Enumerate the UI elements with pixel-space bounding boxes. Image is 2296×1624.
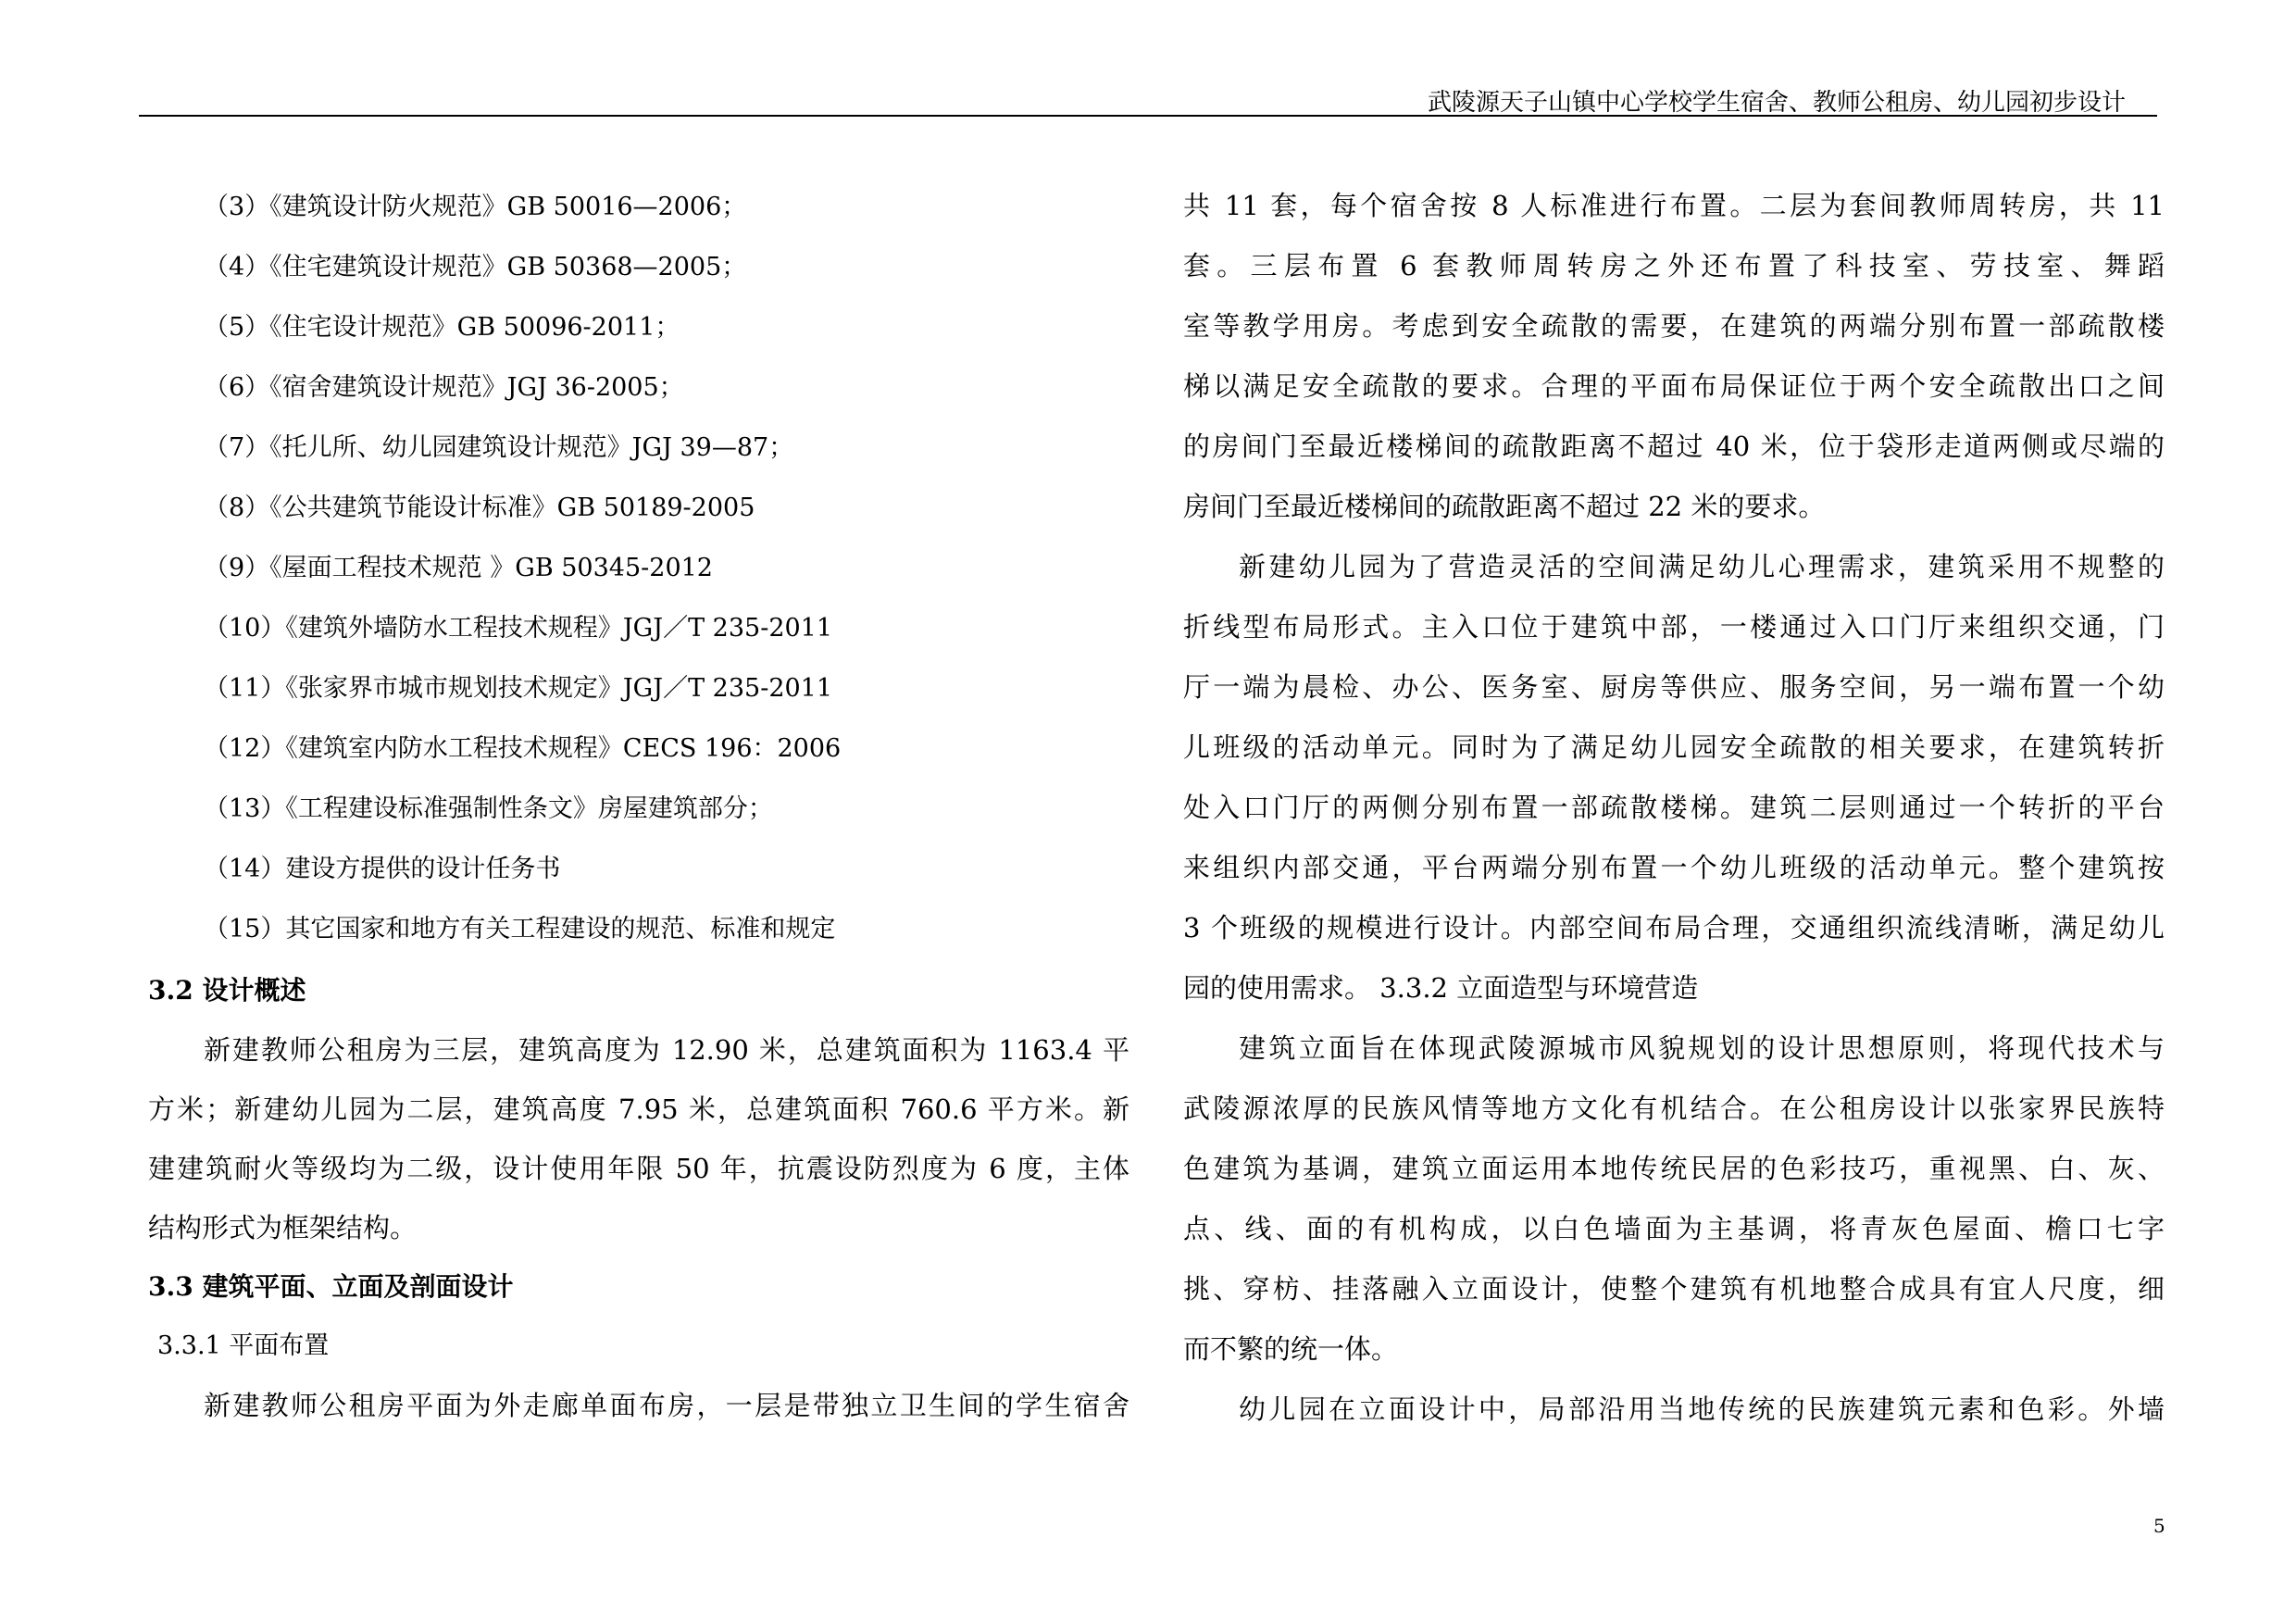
paragraph-line: 而不繁的统一体。 xyxy=(1183,1333,1399,1365)
section-heading-3-2: 3.2 设计概述 xyxy=(148,975,306,1006)
paragraph-line: 方米；新建幼儿园为二层，建筑高度 7.95 米，总建筑面积 760.6 平方米。新 xyxy=(148,1093,1129,1125)
reference-item: （10）《建筑外墙防水工程技术规程》JGJ／T 235-2011 xyxy=(204,614,833,643)
paragraph-line: 折线型布局形式。主入口位于建筑中部，一楼通过入口门厅来组织交通，门 xyxy=(1183,611,2165,643)
paragraph-line: 园的使用需求。 3.3.2 立面造型与环境营造 xyxy=(1183,972,1699,1004)
reference-item: （8）《公共建筑节能设计标准》GB 50189-2005 xyxy=(204,493,755,522)
paragraph-line: 色建筑为基调，建筑立面运用本地传统民居的色彩技巧，重视黑、白、灰、 xyxy=(1183,1153,2165,1184)
reference-item: （15）其它国家和地方有关工程建设的规范、标准和规定 xyxy=(204,915,836,943)
paragraph-line: 新建教师公租房为三层，建筑高度为 12.90 米，总建筑面积为 1163.4 平 xyxy=(204,1034,1129,1066)
section-heading-3-3: 3.3 建筑平面、立面及剖面设计 xyxy=(148,1271,514,1302)
paragraph-line: 幼儿园在立面设计中，局部沿用当地传统的民族建筑元素和色彩。外墙 xyxy=(1239,1393,2165,1425)
page-number: 5 xyxy=(2153,1515,2165,1537)
paragraph-line: 挑、穿枋、挂落融入立面设计，使整个建筑有机地整合成具有宜人尺度，细 xyxy=(1183,1273,2165,1305)
reference-item: （9）《屋面工程技术规范 》GB 50345-2012 xyxy=(204,554,713,582)
paragraph-line: 的房间门至最近楼梯间的疏散距离不超过 40 米，位于袋形走道两侧或尽端的 xyxy=(1183,431,2165,462)
reference-item: （5）《住宅设计规范》GB 50096-2011； xyxy=(204,313,680,342)
paragraph-line: 新建教师公租房平面为外走廊单面布房，一层是带独立卫生间的学生宿舍 xyxy=(204,1390,1129,1421)
reference-item: （3）《建筑设计防火规范》GB 50016—2006； xyxy=(204,193,747,221)
paragraph-line: 室等教学用房。考虑到安全疏散的需要，在建筑的两端分别布置一部疏散楼 xyxy=(1183,310,2165,342)
reference-item: （7）《托儿所、幼儿园建筑设计规范》JGJ 39—87； xyxy=(204,433,794,462)
reference-item: （14）建设方提供的设计任务书 xyxy=(204,855,561,883)
paragraph-line: 梯以满足安全疏散的要求。合理的平面布局保证位于两个安全疏散出口之间 xyxy=(1183,370,2165,402)
header-divider xyxy=(139,115,2157,117)
reference-item: （13）《工程建设标准强制性条文》房屋建筑部分； xyxy=(204,794,773,823)
paragraph-line: 房间门至最近楼梯间的疏散距离不超过 22 米的要求。 xyxy=(1183,491,1826,522)
paragraph-line: 来组织内部交通，平台两端分别布置一个幼儿班级的活动单元。整个建筑按 xyxy=(1183,852,2165,883)
paragraph-line: 建建筑耐火等级均为二级，设计使用年限 50 年，抗震设防烈度为 6 度，主体 xyxy=(148,1153,1129,1184)
paragraph-line: 处入口门厅的两侧分别布置一部疏散楼梯。建筑二层则通过一个转折的平台 xyxy=(1183,792,2165,823)
reference-item: （11）《张家界市城市规划技术规定》JGJ／T 235-2011 xyxy=(204,674,833,703)
paragraph-line: 点、线、面的有机构成，以白色墙面为主基调，将青灰色屋面、檐口七字 xyxy=(1183,1213,2165,1244)
paragraph-line: 套。三层布置 6 套教师周转房之外还布置了科技室、劳技室、舞蹈 xyxy=(1183,250,2165,281)
paragraph-line: 武陵源浓厚的民族风情等地方文化有机结合。在公租房设计以张家界民族特 xyxy=(1183,1093,2165,1124)
paragraph-line: 结构形式为框架结构。 xyxy=(148,1212,418,1243)
paragraph-line: 新建幼儿园为了营造灵活的空间满足幼儿心理需求，建筑采用不规整的 xyxy=(1239,551,2165,582)
subsection-heading-3-3-1: 3.3.1 平面布置 xyxy=(157,1331,330,1360)
paragraph-line: 3 个班级的规模进行设计。内部空间布局合理，交通组织流线清晰，满足幼儿 xyxy=(1183,912,2165,943)
paragraph-line: 共 11 套，每个宿舍按 8 人标准进行布置。二层为套间教师周转房，共 11 xyxy=(1183,190,2165,221)
paragraph-line: 儿班级的活动单元。同时为了满足幼儿园安全疏散的相关要求，在建筑转折 xyxy=(1183,731,2165,763)
reference-item: （4）《住宅建筑设计规范》GB 50368—2005； xyxy=(204,253,747,281)
page-header-title: 武陵源天子山镇中心学校学生宿舍、教师公租房、幼儿园初步设计 xyxy=(1427,89,2126,117)
reference-item: （12）《建筑室内防水工程技术规程》CECS 196：2006 xyxy=(204,734,842,763)
paragraph-line: 建筑立面旨在体现武陵源城市风貌规划的设计思想原则，将现代技术与 xyxy=(1239,1032,2165,1064)
reference-item: （6）《宿舍建筑设计规范》JGJ 36-2005； xyxy=(204,373,684,402)
paragraph-line: 厅一端为晨检、办公、医务室、厨房等供应、服务空间，另一端布置一个幼 xyxy=(1183,671,2165,703)
